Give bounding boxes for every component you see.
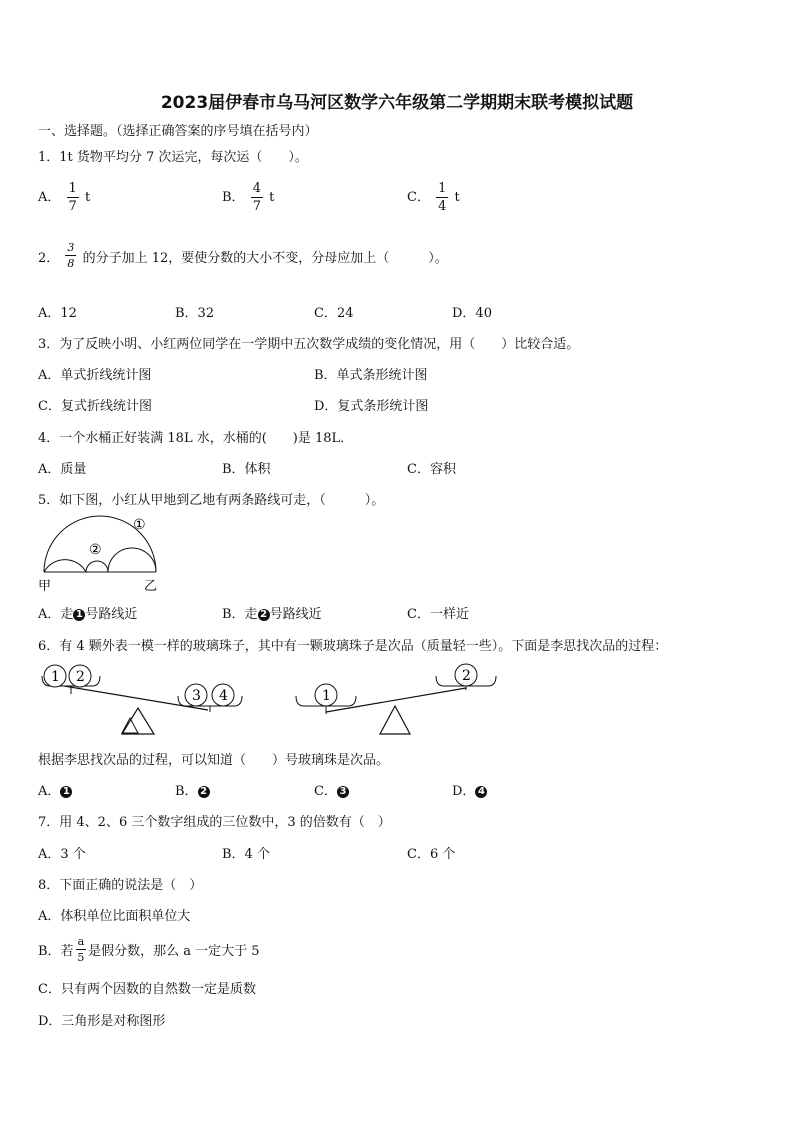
scale-1 [42, 665, 242, 734]
fraction: $\frac{4}{7}$ [252, 181, 261, 214]
q2-option-d[interactable]: D．40 [452, 306, 492, 321]
q2-option-b[interactable]: B．32 [175, 306, 215, 321]
q3-option-c[interactable]: C．复式折线统计图 [38, 399, 152, 414]
q8-option-c[interactable]: C．只有两个因数的自然数一定是质数 [38, 982, 256, 997]
option-label: C． [407, 190, 430, 205]
q1-option-b[interactable] [222, 182, 274, 213]
balance-scale-diagram [36, 660, 506, 740]
q4-option-b[interactable]: B．体积 [222, 462, 271, 477]
q5-option-a[interactable]: A．走 1 号路线近 [38, 607, 138, 622]
circled-number: 2 [258, 609, 270, 621]
q6-option-b[interactable]: B． 2 [175, 780, 210, 799]
start-label: 甲 [38, 579, 52, 594]
q5-option-c[interactable]: C．一样近 [407, 607, 469, 622]
unit: t [269, 190, 275, 205]
question-1-stem: 1．1t 货物平均分 7 次运完，每次运（ ）。 [38, 150, 308, 165]
q8-option-a[interactable]: A．体积单位比面积单位大 [38, 909, 191, 924]
circled-number: 4 [475, 786, 487, 798]
ball-label: 4 [219, 688, 228, 704]
fraction: $\frac{3}{8}$ [67, 241, 75, 270]
question-2-stem: 2． $\frac{3}{8}$ 的分子加上 12，要使分数的大小不变，分母应加上（ ）。 [38, 241, 448, 270]
fraction: $\frac{1}{7}$ [68, 181, 77, 214]
circled-number: 1 [60, 786, 72, 798]
question-7-stem: 7．用 4、2、6 三个数字组成的三位数中，3 的倍数有（ ） [38, 815, 391, 830]
q7-option-b[interactable]: B．4 个 [222, 847, 270, 862]
q3-option-a[interactable]: A．单式折线统计图 [38, 368, 152, 383]
unit: t [454, 190, 460, 205]
q1-option-a[interactable] [38, 182, 90, 213]
q7-option-c[interactable]: C．6 个 [407, 847, 456, 862]
route-2-label: ② [89, 542, 102, 558]
circled-number: 1 [73, 609, 85, 621]
q5-option-b[interactable]: B．走 2 号路线近 [222, 607, 322, 622]
question-3-stem: 3．为了反映小明、小红两位同学在一学期中五次数学成绩的变化情况，用（ ）比较合适。 [38, 337, 580, 352]
question-6-stem: 6．有 4 颗外表一模一样的玻璃珠子，其中有一颗玻璃珠子是次品（质量轻一些）。下面是李思找次品的过程： [38, 639, 668, 654]
question-8-stem: 8．下面正确的说法是（ ） [38, 878, 203, 893]
option-label: B． [222, 190, 245, 205]
q6-option-c[interactable]: C． 3 [314, 780, 349, 799]
route-2-arc-right [108, 548, 156, 572]
route-2-arc-left [44, 560, 86, 572]
circled-number: 2 [198, 786, 210, 798]
q8-option-b[interactable]: B．若 $\frac{a}{5}$ 是假分数，那么 a 一定大于 5 [38, 935, 260, 964]
q6-option-d[interactable]: D． 4 [452, 780, 487, 799]
question-6-follow-up: 根据李思找次品的过程，可以知道（ ）号玻璃珠是次品。 [38, 753, 390, 768]
q4-option-c[interactable]: C．容积 [407, 462, 456, 477]
q2-option-c[interactable]: C．24 [314, 306, 354, 321]
route-diagram [36, 512, 166, 594]
q2-option-a[interactable]: A．12 [38, 306, 77, 321]
question-4-stem: 4．一个水桶正好装满 18L 水，水桶的( )是 18L． [38, 431, 354, 446]
q8-option-d[interactable]: D．三角形是对称图形 [38, 1014, 166, 1029]
question-5-stem: 5．如下图，小红从甲地到乙地有两条路线可走，（ ）。 [38, 493, 385, 508]
q7-option-a[interactable]: A．3 个 [38, 847, 86, 862]
ball-label: 2 [76, 669, 85, 685]
ball-label: 3 [192, 688, 201, 704]
ball-label: 2 [462, 668, 471, 684]
q4-option-a[interactable]: A．质量 [38, 462, 87, 477]
ball-label: 1 [51, 669, 60, 685]
q3-option-b[interactable]: B．单式条形统计图 [314, 368, 428, 383]
end-label: 乙 [144, 579, 158, 594]
fraction: $\frac{a}{5}$ [77, 935, 85, 964]
scale-2 [296, 664, 496, 734]
option-label: A． [38, 190, 61, 205]
unit: t [84, 190, 91, 205]
fulcrum [380, 706, 410, 734]
fraction: $\frac{1}{4}$ [438, 181, 447, 214]
q3-option-d[interactable]: D．复式条形统计图 [314, 399, 429, 414]
section-heading: 一、选择题。（选择正确答案的序号填在括号内） [38, 124, 318, 139]
ball-label: 1 [322, 688, 331, 704]
page-title: 2023届伊春市乌马河区数学六年级第二学期期末联考模拟试题 [160, 93, 634, 113]
route-1-label: ① [133, 517, 146, 533]
route-2-arc-mid [86, 561, 108, 572]
q6-option-a[interactable]: A． 1 [38, 780, 72, 799]
q1-option-c[interactable] [407, 182, 460, 213]
fulcrum [122, 708, 154, 734]
circled-number: 3 [337, 786, 349, 798]
